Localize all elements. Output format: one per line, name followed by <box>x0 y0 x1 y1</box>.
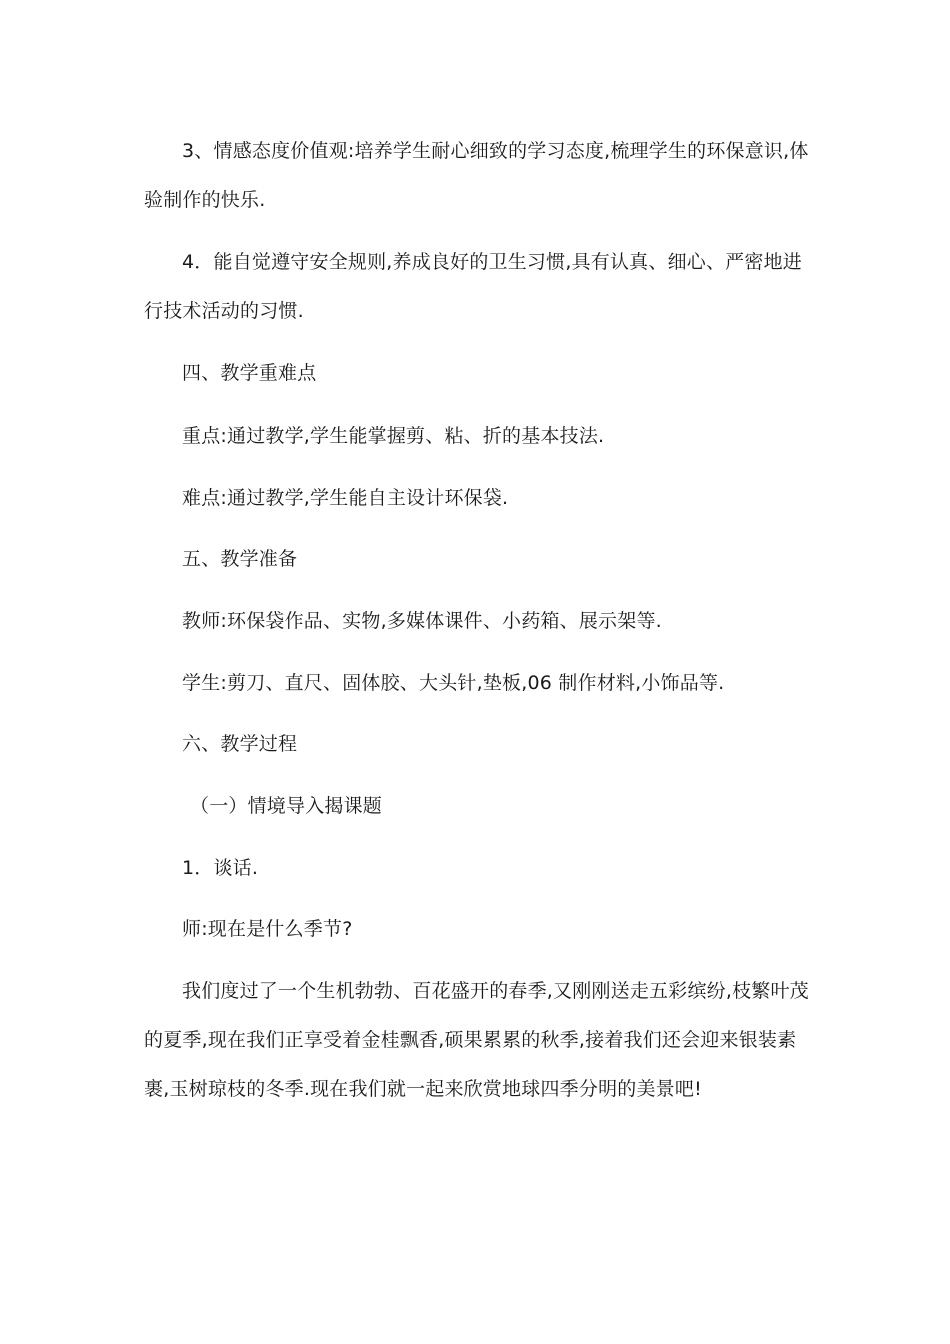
paragraph-line: 的夏季,现在我们正享受着金桂飘香,硕果累累的秋季,接着我们还会迎来银装素 <box>144 1029 797 1051</box>
paragraph-line: 验制作的快乐. <box>144 189 266 211</box>
list-item: 1．谈话. <box>182 857 259 879</box>
sub-heading: （一）情境导入揭课题 <box>190 795 383 817</box>
section-heading: 六、教学过程 <box>182 733 298 755</box>
paragraph-line: 裹,玉树琼枝的冬季.现在我们就一起来欣赏地球四季分明的美景吧! <box>144 1078 702 1100</box>
paragraph-line: 行技术活动的习惯. <box>144 300 304 322</box>
difficult-point-text: 难点:通过教学,学生能自主设计环保袋. <box>182 487 509 509</box>
key-point-text: 重点:通过教学,学生能掌握剪、粘、折的基本技法. <box>182 425 605 447</box>
paragraph-line: 4．能自觉遵守安全规则,养成良好的卫生习惯,具有认真、细心、严密地进 <box>182 251 802 273</box>
paragraph-line: 我们度过了一个生机勃勃、百花盛开的春季,又刚刚送走五彩缤纷,枝繁叶茂 <box>182 980 809 1002</box>
section-heading: 四、教学重难点 <box>182 362 317 384</box>
section-heading: 五、教学准备 <box>182 548 298 570</box>
teacher-question-text: 师:现在是什么季节? <box>182 918 353 940</box>
student-prep-text: 学生:剪刀、直尺、固体胶、大头针,垫板,06 制作材料,小饰品等. <box>182 672 725 694</box>
paragraph-line: 3、情感态度价值观:培养学生耐心细致的学习态度,梳理学生的环保意识,体 <box>182 140 809 162</box>
teacher-prep-text: 教师:环保袋作品、实物,多媒体课件、小药箱、展示架等. <box>182 610 662 632</box>
